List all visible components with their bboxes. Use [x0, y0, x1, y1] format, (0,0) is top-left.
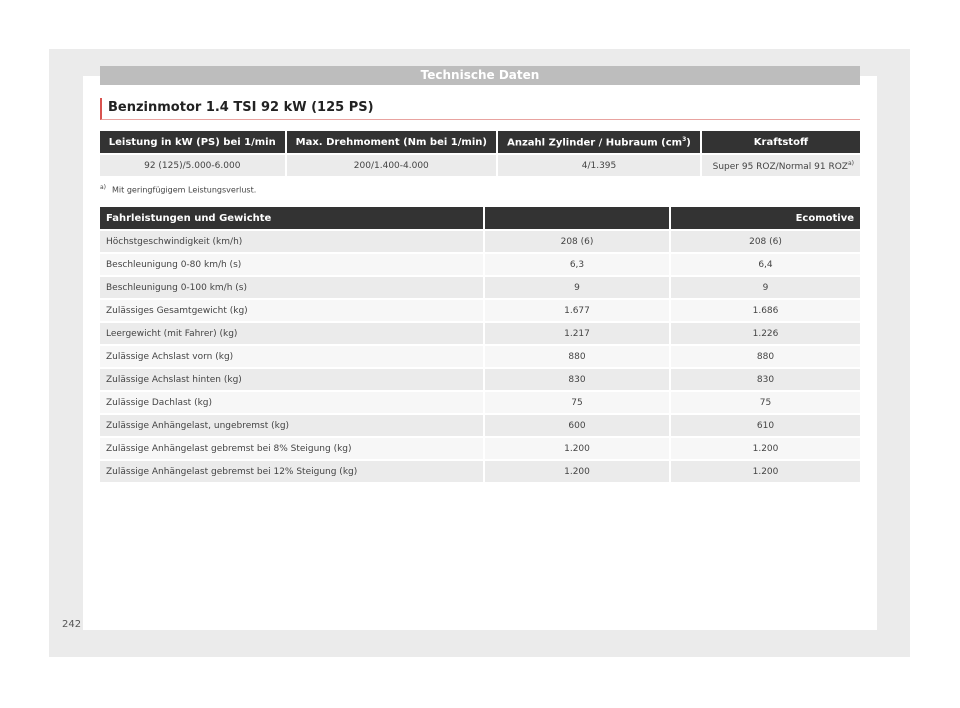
- row-value-ecomotive: 1.200: [671, 461, 860, 482]
- row-value-standard: 1.200: [485, 438, 669, 459]
- fuel-value-text: Super 95 ROZ/Normal 91 ROZ: [712, 161, 848, 172]
- row-label: Zulässige Achslast vorn (kg): [100, 346, 483, 367]
- table-row: [100, 155, 860, 176]
- row-label: Höchstgeschwindigkeit (km/h): [100, 231, 483, 252]
- row-value-ecomotive: 1.200: [671, 438, 860, 459]
- table-row: [100, 392, 860, 413]
- table-row: [100, 277, 860, 298]
- footnote: [100, 184, 256, 195]
- row-label: Zulässige Anhängelast gebremst bei 12% Steigung (kg): [100, 461, 483, 482]
- row-label: Leergewicht (mit Fahrer) (kg): [100, 323, 483, 344]
- footnote-marker: a): [847, 159, 854, 167]
- page-number: 242: [62, 619, 82, 630]
- torque-header: Max. Drehmoment (Nm bei 1/min): [287, 131, 497, 153]
- cylinders-header: [498, 131, 700, 153]
- power-header: Leistung in kW (PS) bei 1/min: [100, 131, 285, 153]
- row-value-ecomotive: 6,4: [671, 254, 860, 275]
- row-value-standard: 600: [485, 415, 669, 436]
- row-value-standard: 1.217: [485, 323, 669, 344]
- table-row: [100, 415, 860, 436]
- row-value-ecomotive: 610: [671, 415, 860, 436]
- performance-table-header-row: [100, 207, 860, 229]
- cylinders-header-sup: 3: [682, 135, 687, 143]
- row-label: Beschleunigung 0-100 km/h (s): [100, 277, 483, 298]
- row-value-standard: 880: [485, 346, 669, 367]
- footnote-text: Mit geringfügigem Leistungsverlust.: [112, 185, 257, 195]
- row-label: Zulässige Dachlast (kg): [100, 392, 483, 413]
- table-row: [100, 461, 860, 482]
- row-value-standard: 1.200: [485, 461, 669, 482]
- row-value-standard: 9: [485, 277, 669, 298]
- row-value-standard: 830: [485, 369, 669, 390]
- performance-table: [98, 205, 862, 484]
- footnote-marker: a): [100, 184, 107, 191]
- table-row: [100, 254, 860, 275]
- row-value-ecomotive: 208 (6): [671, 231, 860, 252]
- table-row: [100, 369, 860, 390]
- cylinders-header-suffix: ): [686, 137, 691, 149]
- row-value-ecomotive: 1.226: [671, 323, 860, 344]
- table-row: [100, 323, 860, 344]
- fuel-value: [702, 155, 860, 176]
- table-row: [100, 231, 860, 252]
- torque-value: 200/1.400-4.000: [287, 155, 497, 176]
- chapter-header: Technische Daten: [100, 66, 860, 85]
- row-value-ecomotive: 880: [671, 346, 860, 367]
- row-value-standard: 75: [485, 392, 669, 413]
- table-row: [100, 300, 860, 321]
- section-title: Benzinmotor 1.4 TSI 92 kW (125 PS): [100, 98, 860, 120]
- fuel-header: Kraftstoff: [702, 131, 860, 153]
- row-label: Zulässige Achslast hinten (kg): [100, 369, 483, 390]
- table-row: [100, 438, 860, 459]
- engine-table: [98, 129, 862, 178]
- row-label: Zulässige Anhängelast gebremst bei 8% Steigung (kg): [100, 438, 483, 459]
- engine-table-header-row: [100, 131, 860, 153]
- table-row: [100, 346, 860, 367]
- cylinders-value: 4/1.395: [498, 155, 700, 176]
- cylinders-header-prefix: Anzahl Zylinder / Hubraum (cm: [507, 137, 683, 149]
- row-value-ecomotive: 75: [671, 392, 860, 413]
- performance-header-label: Fahrleistungen und Gewichte: [100, 207, 483, 229]
- row-value-ecomotive: 9: [671, 277, 860, 298]
- row-value-ecomotive: 1.686: [671, 300, 860, 321]
- row-value-standard: 1.677: [485, 300, 669, 321]
- row-value-ecomotive: 830: [671, 369, 860, 390]
- row-label: Beschleunigung 0-80 km/h (s): [100, 254, 483, 275]
- row-label: Zulässige Anhängelast, ungebremst (kg): [100, 415, 483, 436]
- row-value-standard: 208 (6): [485, 231, 669, 252]
- power-value: 92 (125)/5.000-6.000: [100, 155, 285, 176]
- row-label: Zulässiges Gesamtgewicht (kg): [100, 300, 483, 321]
- performance-header-ecomotive: Ecomotive: [671, 207, 860, 229]
- row-value-standard: 6,3: [485, 254, 669, 275]
- performance-header-col1: [485, 207, 669, 229]
